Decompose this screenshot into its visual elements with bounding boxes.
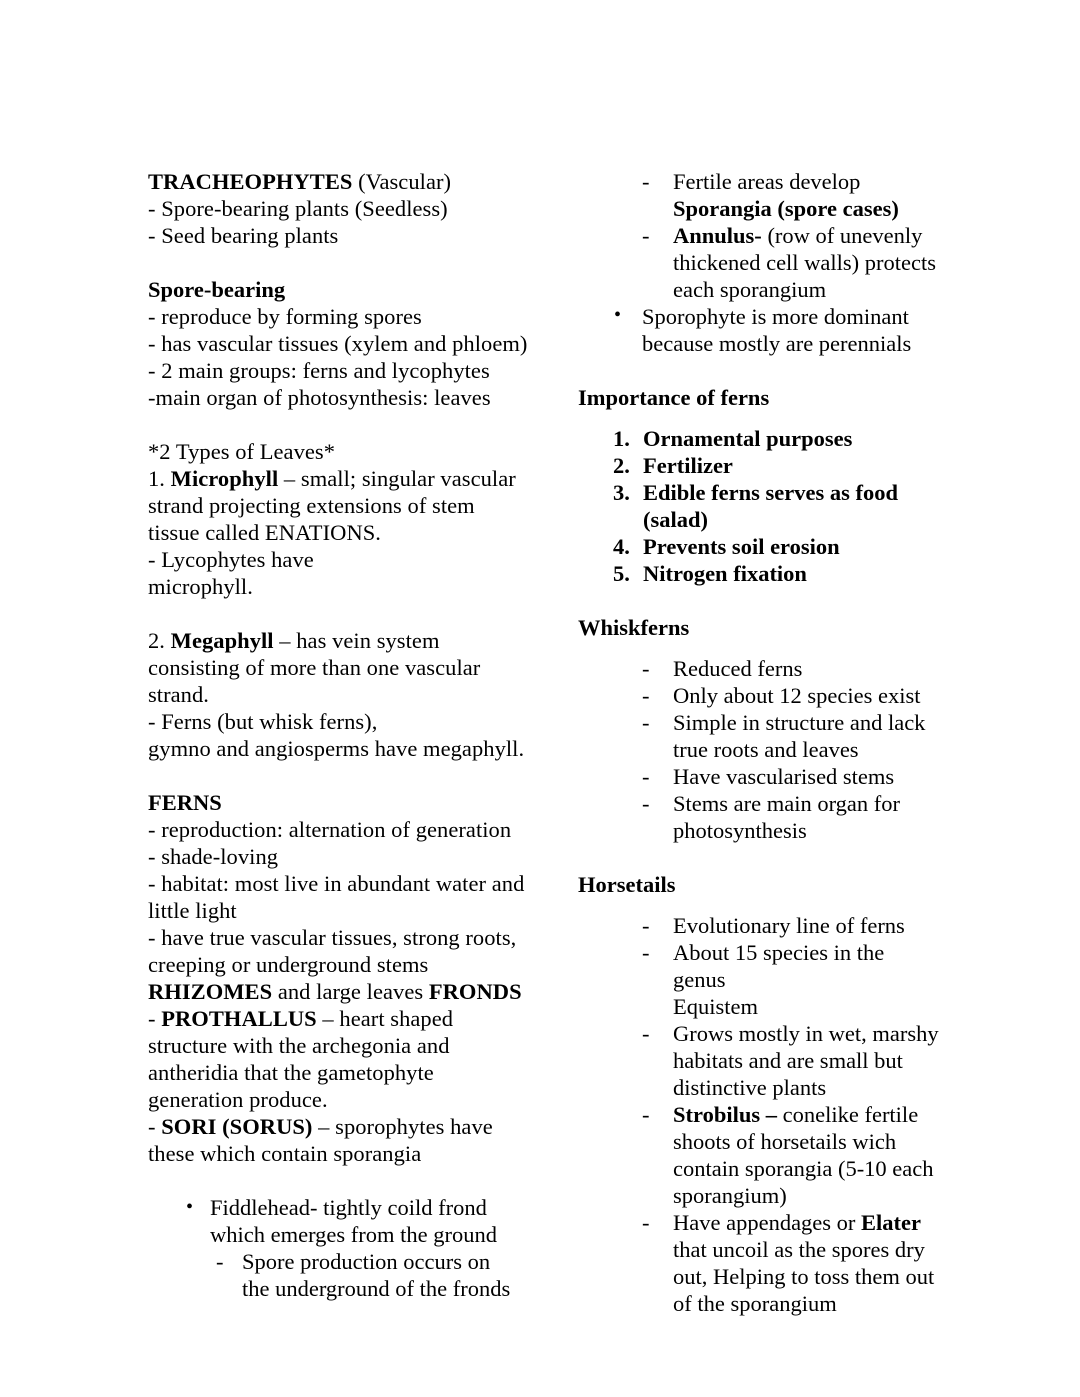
importance-item-3-line-1: Edible ferns serves as food (643, 480, 898, 505)
microphyll-definition (148, 465, 568, 492)
ferns-line-shade-loving: - shade-loving (148, 844, 279, 869)
microphyll-line-2: strand projecting extensions of stem (148, 493, 475, 518)
prothallus-line-4: generation produce. (148, 1087, 328, 1112)
strobilus-term: Strobilus – (673, 1102, 777, 1127)
list-item (568, 560, 940, 587)
left-line-vascular-tissues: - has vascular tissues (xylem and phloem) (148, 331, 528, 356)
list-item (568, 790, 940, 844)
list-number: 2. (613, 453, 630, 478)
spacer (568, 357, 940, 384)
list-item (568, 1209, 940, 1317)
megaphyll-line-3: strand. (148, 682, 209, 707)
whiskferns-item-5-line-2: photosynthesis (673, 818, 807, 843)
ferns-line-reproduction: - reproduction: alternation of generation (148, 817, 512, 842)
gymno-angiosperms-line: gymno and angiosperms have megaphyll. (148, 736, 525, 761)
dash-icon: - (642, 1021, 650, 1046)
whiskferns-item-4: Have vascularised stems (673, 764, 895, 789)
annulus-line-2: thickened cell walls) protects (673, 250, 937, 275)
sori-dash: - (148, 1114, 162, 1139)
importance-item-4: Prevents soil erosion (643, 534, 840, 559)
spacer (148, 411, 568, 438)
list-item (148, 1248, 568, 1302)
dash-icon: - (216, 1249, 224, 1274)
annulus-line-3: each sporangium (673, 277, 827, 302)
list-item (568, 939, 940, 1020)
megaphyll-number: 2. (148, 628, 171, 653)
rhizomes-fronds-line (148, 978, 568, 1005)
importance-item-3-line-2: (salad) (643, 507, 709, 532)
spacer (148, 762, 568, 789)
dash-icon: - (642, 940, 650, 965)
whiskferns-heading: Whiskferns (578, 615, 690, 640)
elater-line-2: that uncoil as the spores dry (673, 1237, 925, 1262)
left-column (148, 168, 568, 1302)
spacer (568, 898, 940, 912)
list-item (568, 709, 940, 763)
elater-term: Elater (861, 1210, 922, 1235)
sporophyte-line-2: because mostly are perennials (642, 331, 912, 356)
spacer (568, 587, 940, 614)
microphyll-number: 1. (148, 466, 171, 491)
megaphyll-definition (148, 627, 568, 654)
dash-icon: - (642, 223, 650, 248)
list-number: 1. (613, 426, 630, 451)
spore-production-line-1: Spore production occurs on (242, 1249, 491, 1274)
dash-icon: - (642, 913, 650, 938)
prothallus-line-3: antheridia that the gametophyte (148, 1060, 434, 1085)
list-item (148, 1194, 568, 1248)
horsetails-list (568, 912, 940, 1317)
ferns-heading: FERNS (148, 790, 222, 815)
prothallus-term: PROTHALLUS (161, 1006, 317, 1031)
lycophytes-have-line: - Lycophytes have (148, 547, 314, 572)
spore-production-line-2: the underground of the fronds (242, 1276, 511, 1301)
dash-icon: - (642, 683, 650, 708)
strobilus-line-4: sporangium) (673, 1183, 787, 1208)
horsetails-item-3-line-2: habitats and are small but (673, 1048, 903, 1073)
whiskferns-item-3-line-2: true roots and leaves (673, 737, 859, 762)
spacer (568, 641, 940, 655)
whiskferns-item-3-line-1: Simple in structure and lack (673, 710, 926, 735)
prothallus-dash: - (148, 1006, 162, 1031)
dash-icon: - (642, 656, 650, 681)
whiskferns-item-1: Reduced ferns (673, 656, 803, 681)
sori-line-2: these which contain sporangia (148, 1141, 422, 1166)
importance-item-2: Fertilizer (643, 453, 733, 478)
horsetails-item-2-line-2: Equistem (673, 994, 758, 1019)
list-item (568, 655, 940, 682)
spacer (568, 411, 940, 425)
ferns-line-true-vascular: - have true vascular tissues, strong roots, (148, 925, 517, 950)
spacer (568, 844, 940, 871)
microphyll-line-3: tissue called ENATIONS. (148, 520, 381, 545)
list-item (568, 1020, 940, 1101)
list-item (568, 682, 940, 709)
spacer (148, 249, 568, 276)
dash-icon: - (642, 169, 650, 194)
bullet-icon: • (186, 1196, 194, 1218)
list-item (568, 763, 940, 790)
elater-line-4: of the sporangium (673, 1291, 837, 1316)
strobilus-line-3: contain sporangia (5-10 each (673, 1156, 934, 1181)
whiskferns-item-2: Only about 12 species exist (673, 683, 921, 708)
ferns-line-little-light: little light (148, 898, 237, 923)
dash-icon: - (642, 710, 650, 735)
left-line-spore-bearing-plants: - Spore-bearing plants (Seedless) (148, 196, 448, 221)
list-item (568, 222, 940, 303)
fiddlehead-list (148, 1194, 568, 1302)
list-item (568, 168, 940, 222)
list-item (568, 533, 940, 560)
list-number: 3. (613, 480, 630, 505)
horsetails-item-2-line-1: About 15 species in the genus (673, 940, 885, 992)
types-of-leaves-heading: *2 Types of Leaves* (148, 439, 336, 464)
megaphyll-line-2: consisting of more than one vascular (148, 655, 481, 680)
elater-line-3: out, Helping to toss them out (673, 1264, 935, 1289)
rhizomes-mid-text: and large leaves (272, 979, 429, 1004)
megaphyll-term: Megaphyll (170, 628, 274, 653)
importance-item-1: Ornamental purposes (643, 426, 853, 451)
tracheophytes-heading (148, 168, 568, 195)
importance-of-ferns-heading: Importance of ferns (578, 385, 770, 410)
prothallus-definition (148, 1005, 568, 1032)
list-item (568, 452, 940, 479)
horsetails-heading: Horsetails (578, 872, 676, 897)
horsetails-item-1: Evolutionary line of ferns (673, 913, 905, 938)
list-item (568, 1101, 940, 1209)
sori-definition (148, 1113, 568, 1140)
two-column-body (0, 168, 1080, 1317)
importance-item-5: Nitrogen fixation (643, 561, 807, 586)
list-number: 4. (613, 534, 630, 559)
importance-of-ferns-list (568, 425, 940, 587)
ferns-line-creeping-stems: creeping or underground stems (148, 952, 429, 977)
dash-icon: - (642, 1102, 650, 1127)
sporophyte-line-1: Sporophyte is more dominant (642, 304, 909, 329)
left-line-main-organ: -main organ of photosynthesis: leaves (148, 385, 491, 410)
spacer (148, 600, 568, 627)
rhizomes-term: RHIZOMES (148, 979, 273, 1004)
prothallus-desc: – heart shaped (316, 1006, 454, 1031)
strobilus-lead-tail: conelike fertile (777, 1102, 919, 1127)
sporangia-term: Sporangia (spore cases) (673, 196, 899, 221)
left-line-two-main-groups: - 2 main groups: ferns and lycophytes (148, 358, 490, 383)
whiskferns-list (568, 655, 940, 844)
annulus-term: Annulus- (673, 223, 762, 248)
tracheophytes-subtitle: (Vascular) (352, 169, 452, 194)
horsetails-item-3-line-1: Grows mostly in wet, marshy (673, 1021, 939, 1046)
list-item (568, 303, 940, 357)
list-item (568, 425, 940, 452)
spore-bearing-heading: Spore-bearing (148, 277, 286, 302)
bullet-icon: • (614, 304, 622, 326)
annulus-tail: (row of unevenly (761, 223, 923, 248)
list-item (568, 912, 940, 939)
whiskferns-item-5-line-1: Stems are main organ for (673, 791, 901, 816)
microphyll-line-5: microphyll. (148, 574, 253, 599)
elater-lead-plain: Have appendages or (673, 1210, 862, 1235)
left-line-reproduce-spores: - reproduce by forming spores (148, 304, 422, 329)
prothallus-line-2: structure with the archegonia and (148, 1033, 450, 1058)
fertile-areas-line: Fertile areas develop (673, 169, 861, 194)
microphyll-term: Microphyll (170, 466, 279, 491)
list-number: 5. (613, 561, 630, 586)
spacer (148, 1167, 568, 1194)
ferns-line-habitat: - habitat: most live in abundant water and (148, 871, 525, 896)
microphyll-desc: – small; singular vascular (278, 466, 516, 491)
ferns-whisk-line: - Ferns (but whisk ferns), (148, 709, 378, 734)
dash-icon: - (642, 791, 650, 816)
tracheophytes-title: TRACHEOPHYTES (148, 169, 353, 194)
sori-term: SORI (SORUS) (161, 1114, 313, 1139)
sori-desc: – sporophytes have (312, 1114, 493, 1139)
fronds-term: FRONDS (428, 979, 522, 1004)
list-item (568, 479, 940, 533)
sporangia-list (568, 168, 940, 357)
dash-icon: - (642, 1210, 650, 1235)
megaphyll-desc: – has vein system (273, 628, 440, 653)
horsetails-item-3-line-3: distinctive plants (673, 1075, 827, 1100)
strobilus-line-2: shoots of horsetails wich (673, 1129, 897, 1154)
left-line-seed-bearing-plants: - Seed bearing plants (148, 223, 339, 248)
dash-icon: - (642, 764, 650, 789)
fiddlehead-line-2: which emerges from the ground (210, 1222, 498, 1247)
right-column (568, 168, 940, 1317)
fiddlehead-line-1: Fiddlehead- tightly coild frond (210, 1195, 487, 1220)
